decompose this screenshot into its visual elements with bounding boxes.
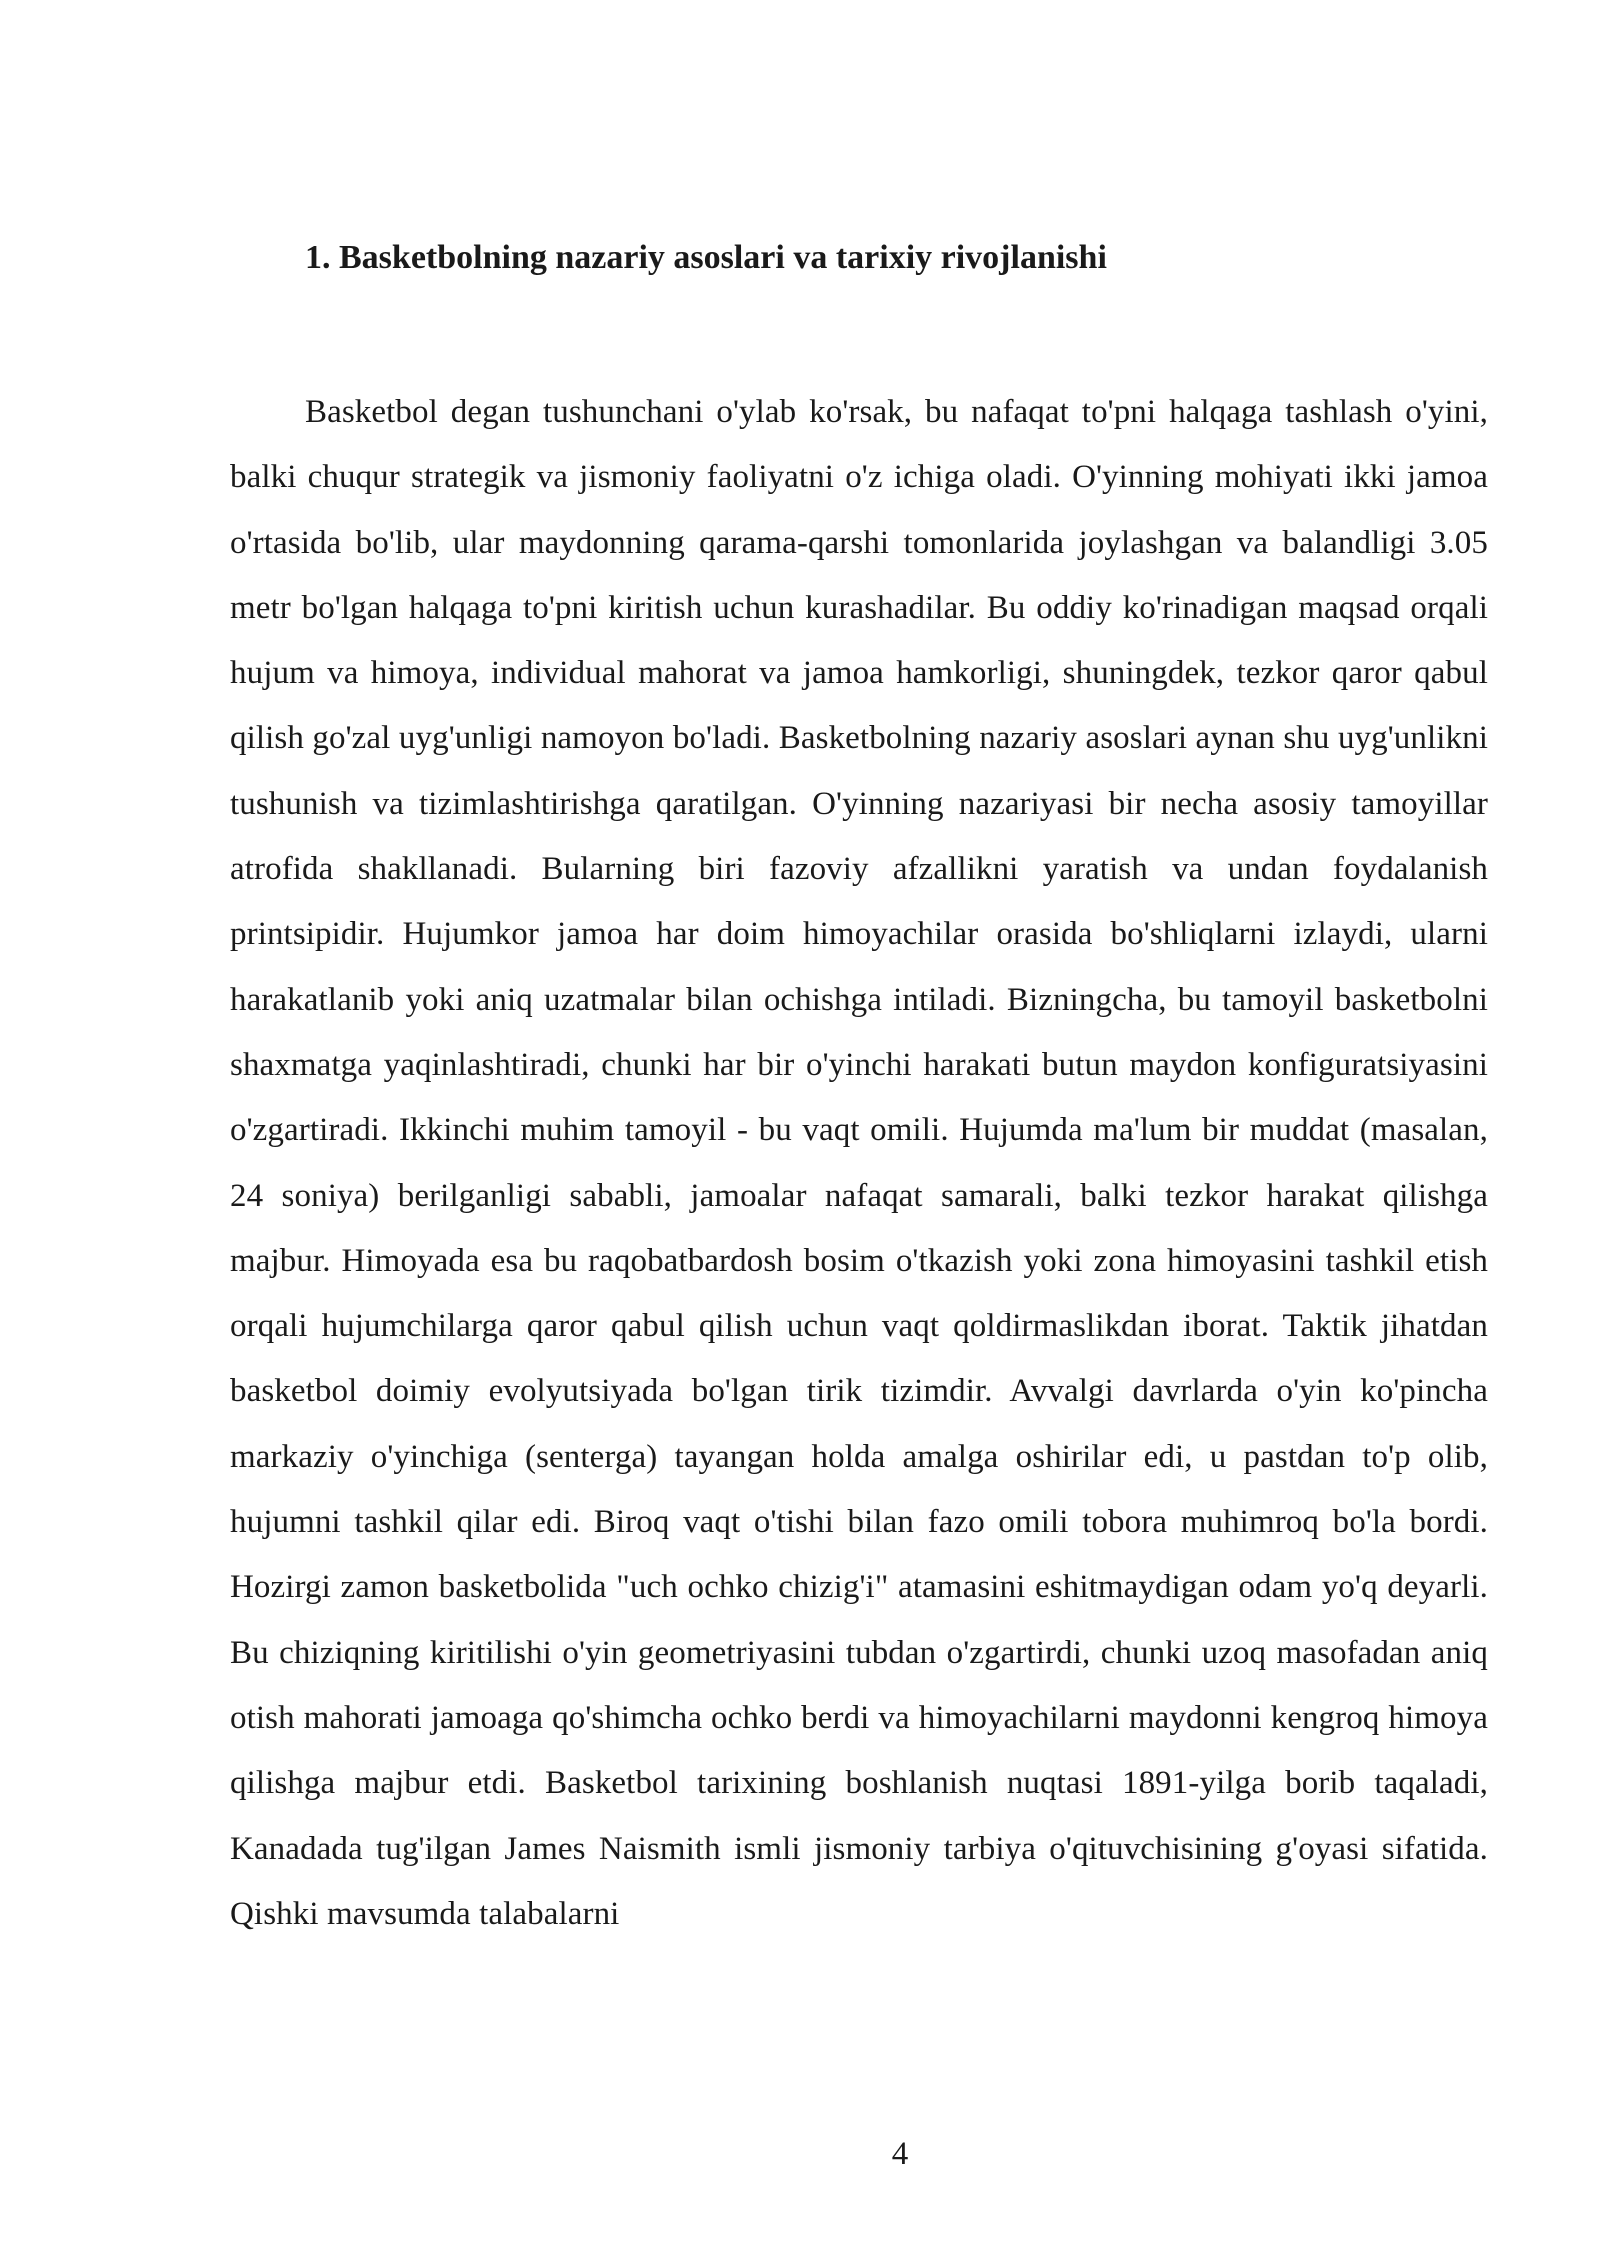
section-heading: 1. Basketbolning nazariy asoslari va tarixiy rivojlanishi [305,239,1107,276]
page-number: 4 [891,2136,909,2172]
body-paragraph: Basketbol degan tushunchani o'ylab ko'rsak, bu nafaqat to'pni halqaga tashlash o'yini, balki chuqur strategik va jismoniy faoliyatni o'z ichiga oladi. O'yinning mohiyati ikki jamoa o'rtasida bo'lib, ular maydonning qarama-qarshi tomonlarida joylashgan va balandligi 3.05 metr bo'lgan halqaga to'pni kiritish uchun kurashadilar. Bu oddiy ko'rinadigan maqsad orqali hujum va himoya, individual mahorat va jamoa hamkorligi, shuningdek, tezkor qaror qabul qilish go'zal uyg'unligi namoyon bo'ladi. Basketbolning nazariy asoslari aynan shu uyg'unlikni tushunish va tizimlashtirishga qaratilgan. O'yinning nazariyasi bir necha asosiy tamoyillar atrofida shakllanadi. Bularning biri fazoviy afzallikni yaratish va undan foydalanish printsipidir. Hujumkor jamoa har doim himoyachilar orasida bo'shliqlarni izlaydi, ularni harakatlanib yoki aniq uzatmalar bilan ochishga intiladi. Bizningcha, bu tamoyil basketbolni shaxmatga yaqinlashtiradi, chunki har bir o'yinchi harakati butun maydon konfiguratsiyasini o'zgartiradi. Ikkinchi muhim tamoyil - bu vaqt omili. Hujumda ma'lum bir muddat (masalan, 24 soniya) berilganligi sababli, jamoalar nafaqat samarali, balki tezkor harakat qilishga majbur. Himoyada esa bu raqobatbardosh bosim o'tkazish yoki zona himoyasini tashkil etish orqali hujumchilarga qaror qabul qilish uchun vaqt qoldirmaslikdan iborat. Taktik jihatdan basketbol doimiy evolyutsiyada bo'lgan tirik tizimdir. Avvalgi davrlarda o'yin ko'pincha markaziy o'yinchiga (senterga) tayangan holda amalga oshirilar edi, u pastdan to'p olib, hujumni tashkil qilar edi. Biroq vaqt o'tishi bilan fazo omili tobora muhimroq bo'la bordi. Hozirgi zamon basketbolida "uch ochko chizig'i" atamasini eshitmaydigan odam yo'q deyarli. Bu chiziqning kiritilishi o'yin geometriyasini tubdan o'zgartirdi, chunki uzoq masofadan aniq otish mahorati jamoaga qo'shimcha ochko berdi va himoyachilarni maydonni kengroq himoya qilishga majbur etdi. Basketbol tarixining boshlanish nuqtasi 1891-yilga borib taqaladi, Kanadada tug'ilgan James Naismith ismli jismoniy tarbiya o'qituvchisining g'oyasi sifatida. Qishki mavsumda talabalarni [230,394,1488,1932]
